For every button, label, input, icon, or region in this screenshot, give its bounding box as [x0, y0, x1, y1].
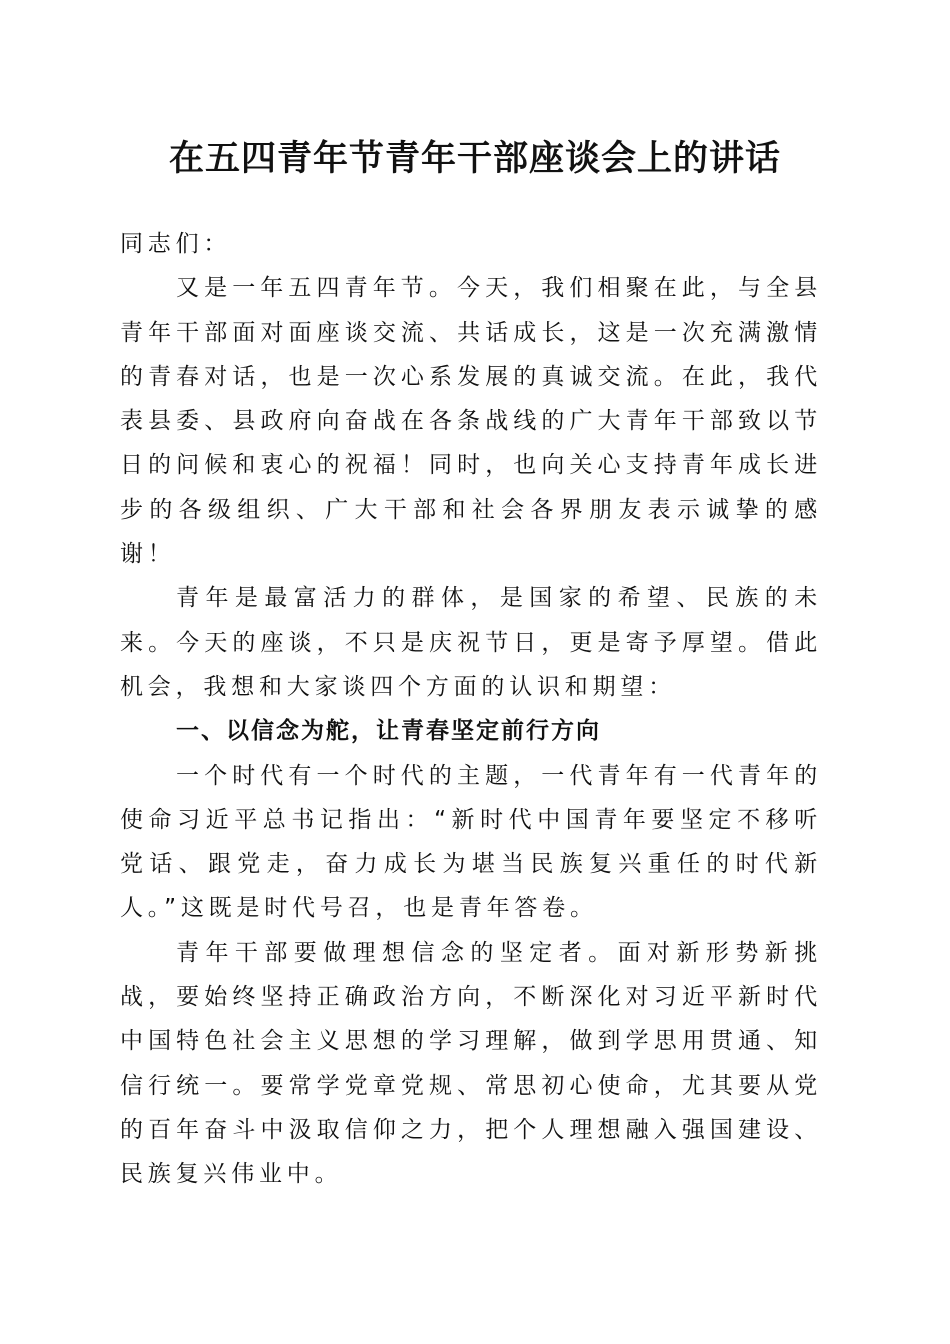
- salutation: 同志们：: [120, 231, 232, 257]
- paragraph-opening: 又是一年五四青年节。今天，我们相聚在此，与全县青年干部面对面座谈交流、共话成长，这是一次充满激情的青春对话，也是一次心系发展的真诚交流。在此，我代表县委、县政府向奋战在各条战线的广大青年干部致以节日的问候和衷心的祝福！同时，也向关心支持青年成长进步的各级组织、广大干部和社会各界朋友表示诚挚的感谢！: [120, 275, 822, 568]
- section-heading: 一、以信念为舵，让青春坚定前行方向: [176, 718, 601, 745]
- document-body: [120, 222, 822, 1197]
- paragraph-section-1: 一个时代有一个时代的主题，一代青年有一代青年的使命习近平总书记指出：“新时代中国青年要坚定不移听党话、跟党走，奋力成长为堪当民族复兴重任的时代新人。”这既是时代号召，也是青年答卷。: [120, 762, 822, 922]
- paragraph-intro: 青年是最富活力的群体，是国家的希望、民族的未来。今天的座谈，不只是庆祝节日，更是寄予厚望。借此机会，我想和大家谈四个方面的认识和期望：: [120, 585, 822, 700]
- paragraph-section-2: 青年干部要做理想信念的坚定者。面对新形势新挑战，要始终坚持正确政治方向，不断深化对习近平新时代中国特色社会主义思想的学习理解，做到学思用贯通、知信行统一。要常学党章党规、常思初心使命，尤其要从党的百年奋斗中汲取信仰之力，把个人理想融入强国建设、民族复兴伟业中。: [120, 939, 822, 1188]
- document-title: 在五四青年节青年干部座谈会上的讲话: [168, 138, 781, 179]
